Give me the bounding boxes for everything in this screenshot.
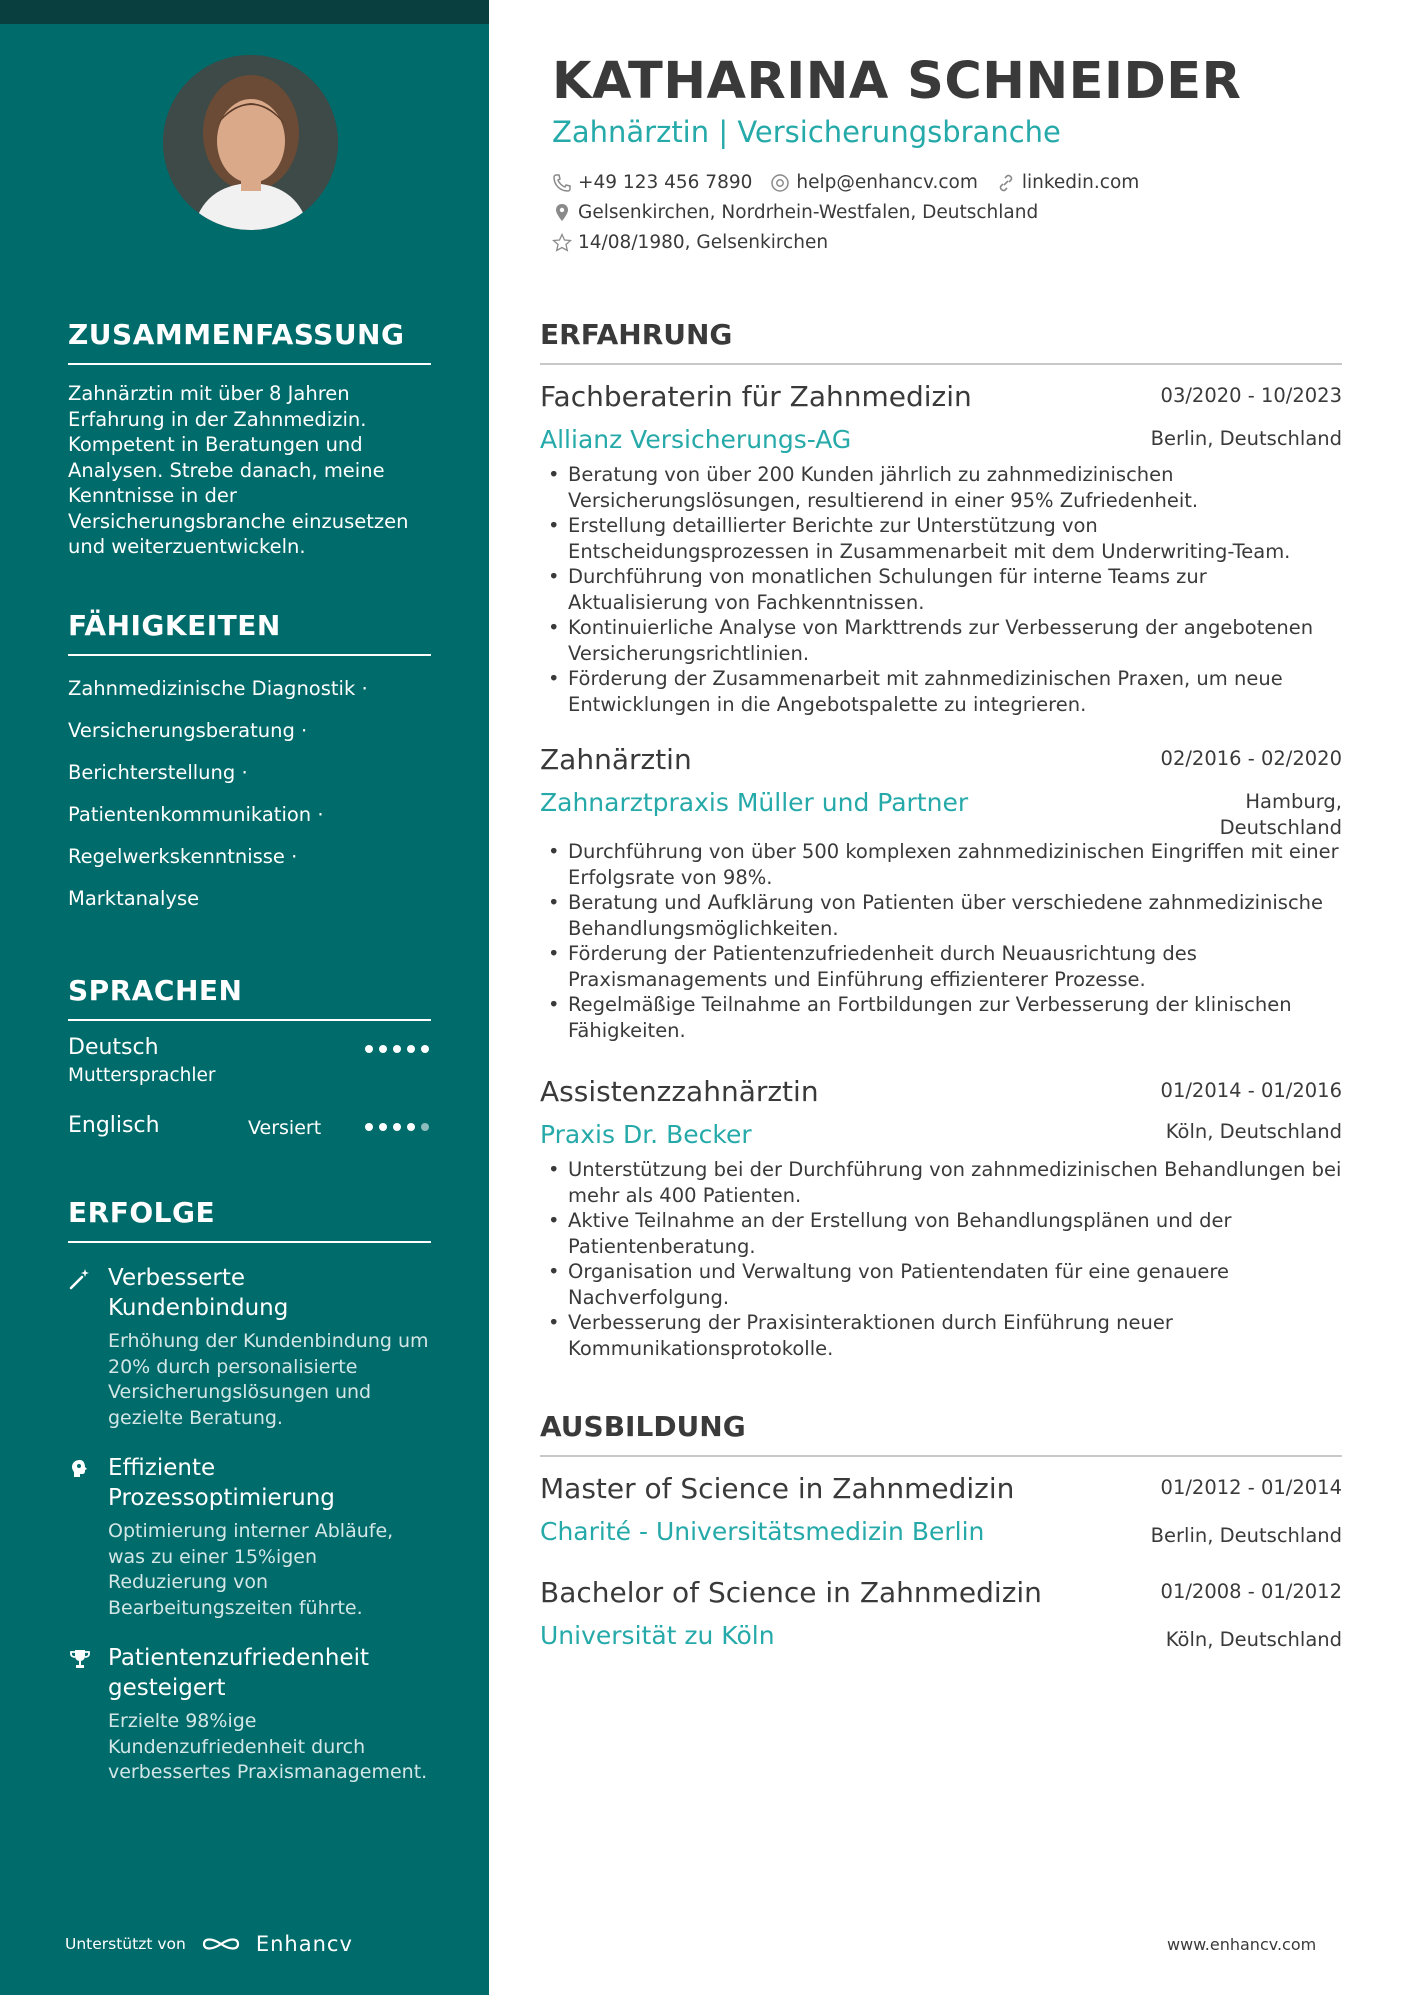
- achievement-item: [68, 1643, 431, 1786]
- bullet-item: • Durchführung von über 500 komplexen zahnmedizinischen Eingriffen mit einer Erfolgsrate von 98%.: [540, 839, 1342, 890]
- job-company: Praxis Dr. Becker: [540, 1120, 752, 1149]
- job-bullets: [540, 1157, 1342, 1361]
- language-row: [68, 1113, 431, 1177]
- language-rating: [365, 1045, 429, 1053]
- summary-section: [68, 318, 431, 560]
- rating-dot-empty: [421, 1123, 429, 1131]
- job-company: Allianz Versicherungs-AG: [540, 425, 852, 454]
- achievement-title: Verbesserte Kundenbindung: [108, 1265, 289, 1321]
- skill-item: Versicherungsberatung ·: [68, 719, 308, 742]
- school-name: Charité - Universitätsmedizin Berlin: [540, 1517, 985, 1546]
- location-text: Gelsenkirchen, Nordrhein-Westfalen, Deutschland: [578, 202, 1039, 223]
- rating-dot: [421, 1045, 429, 1053]
- enhancv-logo-icon: [198, 1933, 244, 1955]
- bullet-item: • Unterstützung bei der Durchführung von zahnmedizinischen Behandlungen bei mehr als 400 Patienten.: [540, 1157, 1342, 1208]
- job-entry: [540, 1075, 1342, 1361]
- portrait-image: [163, 55, 338, 230]
- job-entry: [540, 380, 1342, 717]
- language-row: [68, 1035, 431, 1099]
- bullet-item: • Regelmäßige Teilnahme an Fortbildungen zur Verbesserung der klinischen Fähigkeiten.: [540, 992, 1342, 1043]
- rating-dot: [379, 1045, 387, 1053]
- footer-url[interactable]: www.enhancv.com: [1167, 1935, 1317, 1954]
- bullet-item: • Aktive Teilnahme an der Erstellung von Behandlungsplänen und der Patientenberatung.: [540, 1208, 1342, 1259]
- email-icon: [770, 173, 790, 193]
- education-heading: AUSBILDUNG: [540, 1410, 1342, 1457]
- bullet-item: • Organisation und Verwaltung von Patientendaten für eine genauere Nachverfolgung.: [540, 1259, 1342, 1310]
- bullet-item: • Erstellung detaillierter Berichte zur Unterstützung von Entscheidungsprozessen in Zusammenarbeit mit dem Underwriting-Team.: [540, 513, 1342, 564]
- job-title: Zahnärztin: [540, 743, 692, 776]
- summary-heading: ZUSAMMENFASSUNG: [68, 318, 431, 365]
- job-title: Fachberaterin für Zahnmedizin: [540, 380, 972, 413]
- experience-heading: ERFAHRUNG: [540, 318, 1342, 365]
- achievement-description: Erzielte 98%ige Kundenzufriedenheit durch verbessertes Praxismanagement.: [108, 1710, 428, 1783]
- job-location-line: Hamburg,: [1245, 790, 1342, 813]
- education-location: Köln, Deutschland: [1165, 1628, 1342, 1651]
- rating-dot: [365, 1045, 373, 1053]
- achievement-item: [68, 1453, 431, 1621]
- candidate-name: KATHARINA SCHNEIDER: [552, 52, 1242, 111]
- language-level-text: Muttersprachler: [68, 1065, 216, 1086]
- skill-item: Patientenkommunikation ·: [68, 803, 324, 826]
- degree-title: Master of Science in Zahnmedizin: [540, 1472, 1015, 1505]
- bullet-item: • Beratung und Aufklärung von Patienten über verschiedene zahnmedizinische Behandlungsmöglichkeiten.: [540, 890, 1342, 941]
- rating-dot: [393, 1045, 401, 1053]
- job-bullets: [540, 462, 1342, 717]
- job-date: 01/2014 - 01/2016: [1160, 1079, 1342, 1102]
- language-level-text: Versiert: [248, 1117, 322, 1139]
- enhancv-brand[interactable]: Enhancv: [255, 1932, 353, 1956]
- skill-item: Marktanalyse: [68, 887, 200, 910]
- rating-dot: [393, 1123, 401, 1131]
- education-date: 01/2012 - 01/2014: [1160, 1476, 1342, 1499]
- job-entry: [540, 743, 1342, 1043]
- languages-section: [68, 974, 431, 1177]
- job-date: 02/2016 - 02/2020: [1160, 747, 1342, 770]
- avatar: [163, 55, 338, 230]
- bullet-item: • Durchführung von monatlichen Schulungen für interne Teams zur Aktualisierung von Fachkenntnissen.: [540, 564, 1342, 615]
- job-location: Berlin, Deutschland: [1150, 427, 1342, 450]
- bullet-item: • Beratung von über 200 Kunden jährlich zu zahnmedizinischen Versicherungslösungen, resultierend in einer 95% Zufriedenheit.: [540, 462, 1342, 513]
- languages-heading: SPRACHEN: [68, 974, 431, 1021]
- sidebar-top-bar: [0, 0, 489, 24]
- language-name: Deutsch: [68, 1035, 159, 1060]
- skill-item: Regelwerkskenntnisse ·: [68, 845, 298, 868]
- job-date: 03/2020 - 10/2023: [1160, 384, 1342, 407]
- candidate-role: Zahnärztin | Versicherungsbranche: [552, 115, 1061, 149]
- rating-dot: [379, 1123, 387, 1131]
- email-address[interactable]: help@enhancv.com: [796, 172, 978, 193]
- powered-by-label: Unterstützt von: [65, 1935, 186, 1953]
- skills-heading: FÄHIGKEITEN: [68, 609, 431, 656]
- location-pin-icon: [552, 203, 572, 223]
- brain-icon: [68, 1457, 92, 1481]
- skills-list: [68, 668, 431, 920]
- achievement-title: Effiziente Prozessoptimierung: [108, 1455, 335, 1511]
- trophy-icon: [68, 1647, 92, 1671]
- achievement-title: Patientenzufriedenheit gesteigert: [108, 1645, 370, 1701]
- language-name: Englisch: [68, 1113, 160, 1138]
- achievement-description: Erhöhung der Kundenbindung um 20% durch personalisierte Versicherungslösungen und gezielte Beratung.: [108, 1330, 429, 1429]
- sidebar: [0, 0, 489, 1995]
- skill-item: Zahnmedizinische Diagnostik ·: [68, 677, 368, 700]
- bullet-item: • Kontinuierliche Analyse von Markttrends zur Verbesserung der angebotenen Versicherungsrichtlinien.: [540, 615, 1342, 666]
- job-company: Zahnarztpraxis Müller und Partner: [540, 788, 969, 817]
- job-bullets: [540, 839, 1342, 1043]
- job-location: Köln, Deutschland: [1165, 1120, 1342, 1143]
- contact-row: [552, 172, 1139, 193]
- rating-dot: [407, 1123, 415, 1131]
- bullet-item: • Förderung der Patientenzufriedenheit durch Neuausrichtung des Praxismanagements und Einführung effizienterer Prozesse.: [540, 941, 1342, 992]
- link-icon: [996, 173, 1016, 193]
- location-row: [552, 202, 1038, 223]
- star-icon: [552, 233, 572, 253]
- job-location: [1220, 789, 1342, 840]
- achievements-section: [68, 1196, 431, 1786]
- education-entry: [540, 1472, 1342, 1546]
- bullet-item: • Förderung der Zusammenarbeit mit zahnmedizinischen Praxen, um neue Entwicklungen in die Angebotspalette zu integrieren.: [540, 666, 1342, 717]
- phone-icon: [552, 173, 572, 193]
- rating-dot: [407, 1045, 415, 1053]
- skill-item: Berichterstellung ·: [68, 761, 248, 784]
- language-rating: [365, 1123, 429, 1131]
- education-date: 01/2008 - 01/2012: [1160, 1580, 1342, 1603]
- powered-by: [65, 1932, 353, 1956]
- achievement-description: Optimierung interner Abläufe, was zu einer 15%igen Reduzierung von Bearbeitungszeiten führte.: [108, 1520, 394, 1619]
- phone-number[interactable]: +49 123 456 7890: [578, 172, 753, 193]
- bullet-item: • Verbesserung der Praxisinteraktionen durch Einführung neuer Kommunikationsprotokolle.: [540, 1310, 1342, 1361]
- school-name: Universität zu Köln: [540, 1621, 775, 1650]
- birth-info: 14/08/1980, Gelsenkirchen: [578, 232, 829, 253]
- skills-section: [68, 609, 431, 920]
- achievement-item: [68, 1263, 431, 1431]
- rating-dot: [365, 1123, 373, 1131]
- achievements-heading: ERFOLGE: [68, 1196, 431, 1243]
- magic-wand-icon: [68, 1267, 92, 1291]
- birth-row: [552, 232, 828, 253]
- education-entry: [540, 1576, 1342, 1650]
- summary-text: Zahnärztin mit über 8 Jahren Erfahrung in der Zahnmedizin. Kompetent in Beratungen und Analysen. Strebe danach, meine Kenntnisse in der Versicherungsbranche einzusetzen und weiterzuentwickeln.: [68, 382, 409, 558]
- education-location: Berlin, Deutschland: [1150, 1524, 1342, 1547]
- job-title: Assistenzzahnärztin: [540, 1075, 819, 1108]
- linkedin-link[interactable]: linkedin.com: [1021, 172, 1140, 193]
- degree-title: Bachelor of Science in Zahnmedizin: [540, 1576, 1042, 1609]
- job-location-line: Deutschland: [1219, 815, 1342, 839]
